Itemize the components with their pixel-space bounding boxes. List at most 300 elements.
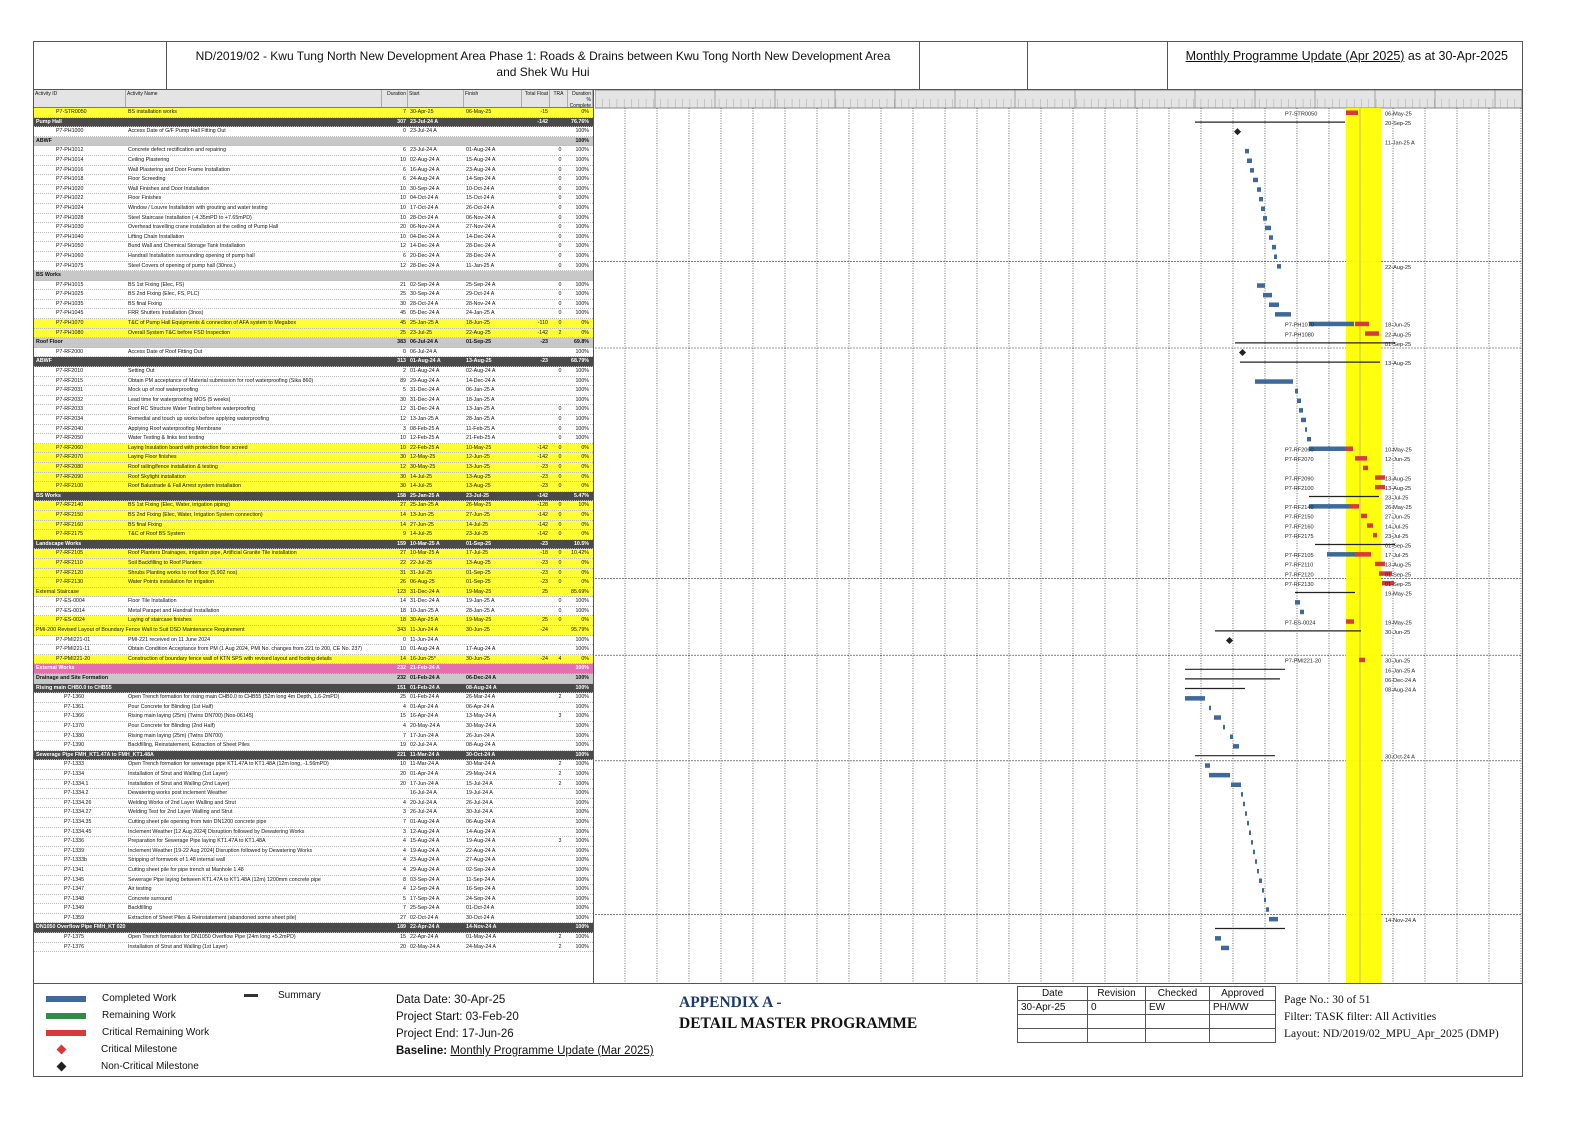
cell-tf	[522, 300, 550, 309]
data-date: Data Date: 30-Apr-25	[396, 994, 506, 1006]
cell-fin: 08-Aug-24 A	[466, 742, 496, 749]
cell-tf: -18	[540, 550, 548, 557]
gantt-critical-bar	[1346, 619, 1354, 624]
cell-fin: 19-Jul-24 A	[466, 790, 493, 797]
activity-row[interactable]	[34, 511, 593, 521]
cell-fin: 18-Jan-25 A	[466, 396, 495, 403]
activity-row[interactable]	[34, 377, 593, 387]
activity-row[interactable]	[34, 444, 593, 454]
cell-fin: 30-Jul-24 A	[466, 809, 493, 816]
cell-tra	[550, 118, 568, 127]
activity-row[interactable]	[34, 885, 593, 895]
cell-pct: 0%	[581, 569, 589, 576]
cell-tf: -24	[540, 627, 548, 634]
activity-row[interactable]	[34, 876, 593, 886]
activity-row[interactable]	[34, 204, 593, 214]
cell-fin: 19-May-25	[466, 588, 492, 595]
cell-id: P7-1360	[64, 694, 85, 701]
cell-start: 30-Apr-25 A	[410, 617, 439, 624]
cell-name: Access Date of G/F Pump Hall Fitting Out	[128, 128, 226, 135]
activity-row[interactable]	[34, 770, 593, 780]
wbs-group-row[interactable]	[34, 674, 593, 684]
gantt-bar-label: 01-Sep-25	[1385, 581, 1412, 588]
cell-tra	[550, 876, 568, 885]
activity-row[interactable]	[34, 818, 593, 828]
activity-row[interactable]	[34, 453, 593, 463]
cell-tf: -142	[537, 454, 548, 461]
activity-row[interactable]	[34, 175, 593, 185]
cell-dur: 30	[400, 483, 406, 490]
cell-id: P7-PH1035	[56, 300, 84, 307]
cell-start: 10-Mar-25 A	[410, 550, 440, 557]
cell-id: P7-RF2110	[56, 559, 83, 566]
activity-row[interactable]	[34, 233, 593, 243]
cell-id: P7-PH1070	[56, 320, 84, 327]
gantt-bar-label: P7-STR0050	[1285, 111, 1318, 118]
cell-id: P7-PMI221-20	[56, 655, 91, 662]
cell-tra: 0	[558, 252, 562, 259]
activity-row[interactable]	[34, 856, 593, 866]
cell-pct: 0%	[581, 531, 589, 538]
cell-tra	[550, 799, 568, 808]
cell-tf: -23	[540, 483, 548, 490]
cell-tra: 0	[558, 579, 562, 586]
wbs-group-row[interactable]	[34, 357, 593, 367]
activity-row[interactable]	[34, 578, 593, 588]
cell-name: Roof Planters Drainages, irrigation pipe, Artificial Granite Tile installation	[128, 550, 297, 557]
gantt-critical-bar	[1363, 466, 1368, 471]
cell-tf	[522, 271, 550, 280]
cell-id: P7-PH1015	[56, 281, 84, 288]
cell-tf	[522, 290, 550, 299]
cell-id: P7-1334.45	[64, 828, 92, 835]
activity-row[interactable]	[34, 722, 593, 732]
wbs-group-row[interactable]	[34, 492, 593, 502]
gantt-bar-label: 08-Aug-24 A	[1385, 687, 1417, 694]
gantt-critical-bar	[1365, 331, 1379, 336]
cell-pct: 100%	[575, 214, 589, 221]
cell-start: 12-Aug-24 A	[410, 828, 440, 835]
cell-start: 26-Jul-24 A	[410, 809, 437, 816]
cell-pct: 0%	[581, 579, 589, 586]
gantt-bar-label: P7-RF2130	[1285, 581, 1314, 588]
cell-start: 19-Aug-24 A	[410, 847, 440, 854]
activity-row[interactable]	[34, 396, 593, 406]
cell-name	[126, 271, 382, 280]
activity-row[interactable]	[34, 501, 593, 511]
cell-tra	[550, 808, 568, 817]
legend-summary	[244, 990, 321, 1001]
cell-fin: 15-Jul-24 A	[466, 780, 493, 787]
cell-fin	[464, 127, 522, 136]
cell-start: 20-Dec-24 A	[410, 252, 440, 259]
cell-pct: 0%	[581, 454, 589, 461]
cell-pct: 100%	[575, 137, 589, 144]
activity-row[interactable]	[34, 895, 593, 905]
cell-tf	[522, 712, 550, 721]
cell-start: 06-Nov-24 A	[410, 224, 440, 231]
activity-row[interactable]	[34, 262, 593, 272]
cell-tra: 0	[558, 473, 562, 480]
cell-fin: 27-Jun-25	[466, 511, 490, 518]
cell-name: Concrete surround	[128, 895, 172, 902]
activity-row[interactable]	[34, 386, 593, 396]
cell-dur: 19	[400, 742, 406, 749]
cell-name: FRR Shutters Installation (3nos)	[128, 310, 204, 317]
activity-row[interactable]	[34, 482, 593, 492]
header-cell-blank-2	[1028, 42, 1168, 89]
activity-row[interactable]	[34, 837, 593, 847]
cell-dur	[382, 789, 408, 798]
cell-id: P7-1349	[64, 905, 85, 912]
gantt-completed-bar	[1255, 379, 1293, 384]
activity-row[interactable]	[34, 127, 593, 137]
cell-name: Dewatering works post inclement Weather	[128, 790, 228, 797]
cell-pct: 100%	[575, 742, 589, 749]
gantt-critical-bar	[1361, 514, 1367, 519]
cell-name: Obtain Condition Acceptance from PM (1 Aug 2024, PMI No. changes from 221 to 200, CE No. 237)	[128, 646, 363, 653]
cell-fin: 30-Oct-24 A	[466, 914, 495, 921]
critical-milestone-icon	[57, 1045, 67, 1055]
cell-id: P7-PH1020	[56, 185, 84, 192]
wbs-group-row[interactable]	[34, 588, 593, 598]
cell-start: 23-Aug-24 A	[410, 857, 440, 864]
activity-row[interactable]	[34, 645, 593, 655]
cell-id: P7-1339	[64, 847, 85, 854]
cell-name: Pour Concrete for Blinding (2nd Half)	[128, 723, 215, 729]
cell-dur: 20	[400, 780, 406, 787]
cell-start: 15-Aug-24 A	[410, 838, 440, 845]
cell-tf	[522, 377, 550, 386]
cell-tra: 0	[558, 569, 562, 576]
cell-dur: 10	[400, 646, 406, 653]
activity-row[interactable]	[34, 214, 593, 224]
cell-dur: 14	[400, 598, 406, 605]
activity-row[interactable]	[34, 156, 593, 166]
cell-tra: 0	[558, 243, 562, 250]
cell-pct: 0%	[581, 511, 589, 518]
gantt-bar-label: 16-Jan-25 A	[1385, 668, 1416, 675]
cell-tf	[522, 185, 550, 194]
gantt-bar-label: 20-Sep-25	[1385, 121, 1412, 128]
wbs-group-row[interactable]	[34, 118, 593, 128]
cell-tra	[550, 904, 568, 913]
cell-id: P7-PH1075	[56, 262, 84, 269]
gantt-completed-bar	[1259, 879, 1262, 884]
activity-row[interactable]	[34, 597, 593, 607]
gantt-bar-label: 30-Jun-25	[1385, 658, 1411, 665]
gantt-completed-bar	[1264, 898, 1266, 903]
wbs-group-row[interactable]	[34, 271, 593, 281]
cell-name: Handrail Installation surrounding opening of pump hall	[128, 252, 255, 259]
cell-tf	[522, 156, 550, 165]
cell-fin: 30-Mar-24 A	[466, 761, 496, 768]
cell-id: P7-RF2034	[56, 416, 84, 422]
cell-tra: 2	[558, 780, 562, 787]
cell-dur: 6	[403, 147, 406, 154]
revision-value-row	[1018, 1001, 1276, 1015]
cell-tra: 0	[558, 617, 562, 624]
activity-row[interactable]	[34, 569, 593, 579]
activity-row[interactable]	[34, 799, 593, 809]
sheet-header	[34, 42, 1522, 90]
cell-fin: 11-Jan-25 A	[466, 262, 495, 269]
cell-pct: 100%	[575, 886, 589, 893]
gantt-critical-bar	[1355, 456, 1367, 461]
gantt-completed-bar	[1274, 255, 1277, 260]
activity-row[interactable]	[34, 108, 593, 118]
cell-fin: 10-Oct-24 A	[466, 185, 495, 192]
activity-row[interactable]	[34, 933, 593, 943]
cell-fin: 24-Sep-24 A	[466, 895, 496, 902]
cell-id: P7-RF2105	[56, 550, 84, 557]
cell-tra: 0	[558, 483, 562, 490]
cell-name: Stripping of formwork of 1.48 internal wall	[128, 857, 226, 864]
cell-tra: 0	[558, 300, 562, 307]
cell-name	[126, 626, 382, 635]
cell-id: P7-1333	[64, 761, 85, 768]
cell-dur: 4	[403, 886, 406, 893]
activity-row[interactable]	[34, 914, 593, 924]
gantt-critical-bar	[1345, 447, 1353, 452]
cell-tra	[550, 540, 568, 549]
wbs-group-row[interactable]	[34, 626, 593, 636]
cell-tra	[550, 847, 568, 856]
activity-row[interactable]	[34, 732, 593, 742]
cell-tf	[522, 770, 550, 779]
activity-row[interactable]	[34, 252, 593, 262]
cell-fin: 13-Aug-25	[466, 483, 491, 490]
activity-row[interactable]	[34, 194, 593, 204]
cell-tra	[550, 895, 568, 904]
cell-name: Roof RC Structure Water Testing before waterproofing	[128, 406, 255, 413]
cell-name: Laying Insulation board with protection floor screed	[128, 444, 248, 451]
cell-name: T&C of Pump Hall Equipments & connection of AFA system to Megabox	[128, 320, 297, 327]
milestone-icon	[1239, 349, 1246, 356]
cell-id: Sewerage Pipe FMH_KT1.47A to FMH_KT1.48A	[36, 751, 154, 758]
activity-row[interactable]	[34, 223, 593, 233]
cell-tf	[522, 914, 550, 923]
cell-pct: 100%	[575, 636, 589, 643]
activity-row[interactable]	[34, 741, 593, 751]
gantt-completed-bar	[1185, 696, 1205, 701]
wbs-group-row[interactable]	[34, 664, 593, 674]
activity-row[interactable]	[34, 242, 593, 252]
activity-row[interactable]	[34, 405, 593, 415]
activity-row[interactable]	[34, 521, 593, 531]
cell-dur: 89	[400, 377, 406, 384]
cell-name	[126, 338, 382, 347]
cell-name: Air testing	[128, 886, 152, 893]
gantt-completed-bar	[1257, 283, 1265, 288]
cell-tf	[522, 233, 550, 242]
cell-tra	[550, 684, 568, 693]
cell-tra: 0	[558, 368, 562, 375]
activity-row[interactable]	[34, 703, 593, 713]
activity-row[interactable]	[34, 290, 593, 300]
cell-pct: 95.79%	[571, 627, 589, 634]
cell-start: 11-Mar-24 A	[410, 761, 439, 768]
cell-tra: 0	[558, 214, 562, 221]
cell-fin: 14-Dec-24 A	[466, 233, 496, 240]
activity-row[interactable]	[34, 473, 593, 483]
cell-dur: 4	[403, 703, 406, 710]
cell-dur: 307	[397, 118, 406, 125]
cell-tf: 25	[542, 617, 548, 624]
cell-tra: 0	[558, 511, 562, 518]
cell-fin: 01-May-24 A	[466, 934, 497, 941]
cell-dur: 8	[403, 876, 406, 883]
cell-tf	[522, 281, 550, 290]
cell-start: 01-Aug-24 A	[410, 368, 440, 375]
activity-row[interactable]	[34, 415, 593, 425]
cell-dur	[382, 137, 408, 146]
cell-pct: 68.79%	[571, 358, 589, 365]
activity-row[interactable]	[34, 281, 593, 291]
activity-row[interactable]	[34, 693, 593, 703]
activity-row[interactable]	[34, 146, 593, 156]
cell-name: Overall System T&C before FSD Inspection	[128, 329, 231, 336]
gantt-completed-bar	[1257, 187, 1261, 192]
activity-row[interactable]	[34, 847, 593, 857]
activity-row[interactable]	[34, 789, 593, 799]
activity-row[interactable]	[34, 616, 593, 626]
cell-dur: 10	[400, 156, 406, 163]
activity-row[interactable]	[34, 780, 593, 790]
cell-fin: 06-Dec-24 A	[466, 675, 497, 682]
activity-row[interactable]	[34, 309, 593, 319]
cell-tf	[522, 396, 550, 405]
cell-dur: 30	[400, 396, 406, 403]
activity-table	[34, 90, 594, 983]
cell-dur: 123	[397, 588, 406, 595]
cell-tra	[550, 885, 568, 894]
cell-tf	[522, 175, 550, 184]
gantt-completed-bar	[1231, 783, 1241, 788]
activity-row[interactable]	[34, 655, 593, 665]
cell-id: P7-PH1022	[56, 195, 84, 202]
cell-start: 31-Dec-24 A	[410, 396, 440, 403]
activity-row[interactable]	[34, 712, 593, 722]
cell-tra	[550, 722, 568, 731]
wbs-group-row[interactable]	[34, 338, 593, 348]
activity-row[interactable]	[34, 319, 593, 329]
cell-fin: 30-Jun-25	[466, 655, 490, 662]
cell-pct: 100%	[575, 866, 589, 873]
cell-id: P7-RF2031	[56, 387, 84, 394]
gantt-bar-label: 13-Aug-25	[1385, 485, 1412, 492]
cell-tra	[550, 664, 568, 673]
activity-row[interactable]	[34, 300, 593, 310]
gantt-chart	[595, 90, 1522, 983]
gantt-completed-bar	[1245, 149, 1249, 154]
cell-name: Floor Tile Installation	[128, 598, 177, 605]
gantt-critical-bar	[1346, 111, 1358, 116]
cell-tf	[522, 741, 550, 750]
cell-tf	[522, 885, 550, 894]
activity-row[interactable]	[34, 530, 593, 540]
cell-start: 17-Jun-24 A	[410, 780, 439, 787]
cell-dur: 25	[400, 694, 406, 701]
cell-name: Open Trench formation for DN1050 Overflow Pipe (24m long +5.2mPD)	[128, 934, 296, 941]
activity-row[interactable]	[34, 828, 593, 838]
cell-fin	[464, 137, 522, 146]
cell-id: P7-RF2070	[56, 454, 84, 461]
activity-row[interactable]	[34, 185, 593, 195]
cell-fin: 15-Oct-24 A	[466, 195, 495, 202]
gantt-bar-label: 13-Aug-25	[1385, 562, 1412, 569]
wbs-group-row[interactable]	[34, 137, 593, 147]
rev-head-approved: Approved	[1210, 987, 1276, 1001]
activity-row[interactable]	[34, 559, 593, 569]
cell-fin: 18-Jun-25	[466, 320, 490, 327]
cell-name: Bund Wall and Chemical Storage Tank Installation	[128, 243, 246, 250]
cell-dur: 15	[400, 713, 406, 720]
project-start: Project Start: 03-Feb-20	[396, 1011, 519, 1023]
cell-tf: -23	[540, 473, 548, 480]
cell-dur: 151	[397, 684, 406, 691]
cell-id: P7-1334.2	[64, 790, 89, 797]
cell-pct: 100%	[575, 310, 589, 317]
cell-id: PMI-200 Revised Layout of Boundary Fence Wall to Suit DSD Maintenance Requirement	[36, 627, 245, 634]
activity-row[interactable]	[34, 348, 593, 358]
cell-dur: 10	[400, 444, 406, 451]
cell-name: Water Points installation for irrigation	[128, 579, 215, 586]
cell-tf	[522, 751, 550, 760]
cell-pct	[568, 271, 593, 280]
activity-row[interactable]	[34, 636, 593, 646]
cell-tf	[522, 242, 550, 251]
cell-dur: 7	[403, 732, 406, 739]
activity-row[interactable]	[34, 607, 593, 617]
wbs-group-row[interactable]	[34, 751, 593, 761]
project-title-line2: and Shek Wu Hui	[496, 65, 590, 79]
cell-tf	[522, 252, 550, 261]
cell-start: 29-Aug-24 A	[410, 866, 440, 873]
cell-id: P7-1333b	[64, 857, 87, 864]
cell-pct: 100%	[575, 348, 589, 355]
cell-fin: 23-Jul-25	[466, 492, 489, 499]
activity-row[interactable]	[34, 549, 593, 559]
cell-dur: 30	[400, 473, 406, 480]
cell-pct: 100%	[575, 790, 589, 797]
cell-name	[126, 492, 382, 501]
activity-row[interactable]	[34, 943, 593, 953]
cell-tra: 0	[558, 444, 562, 451]
gantt-critical-bar	[1375, 475, 1385, 480]
activity-row[interactable]	[34, 425, 593, 435]
cell-fin: 13-Aug-25	[466, 559, 491, 566]
activity-row[interactable]	[34, 329, 593, 339]
gantt-completed-bar	[1307, 437, 1311, 442]
activity-row[interactable]	[34, 434, 593, 444]
cell-pct: 10.5%	[573, 540, 589, 547]
activity-row[interactable]	[34, 904, 593, 914]
gantt-bar-label: 13-Aug-25	[1385, 361, 1412, 368]
activity-row[interactable]	[34, 760, 593, 770]
cell-tf	[522, 367, 550, 376]
cell-id: P7-RF2090	[56, 473, 84, 480]
activity-row[interactable]	[34, 166, 593, 176]
cell-tra: 3	[558, 838, 562, 845]
activity-row[interactable]	[34, 866, 593, 876]
wbs-group-row[interactable]	[34, 540, 593, 550]
wbs-group-row[interactable]	[34, 923, 593, 933]
activity-row[interactable]	[34, 808, 593, 818]
activity-row[interactable]	[34, 463, 593, 473]
wbs-group-row[interactable]	[34, 684, 593, 694]
activity-row[interactable]	[34, 367, 593, 377]
